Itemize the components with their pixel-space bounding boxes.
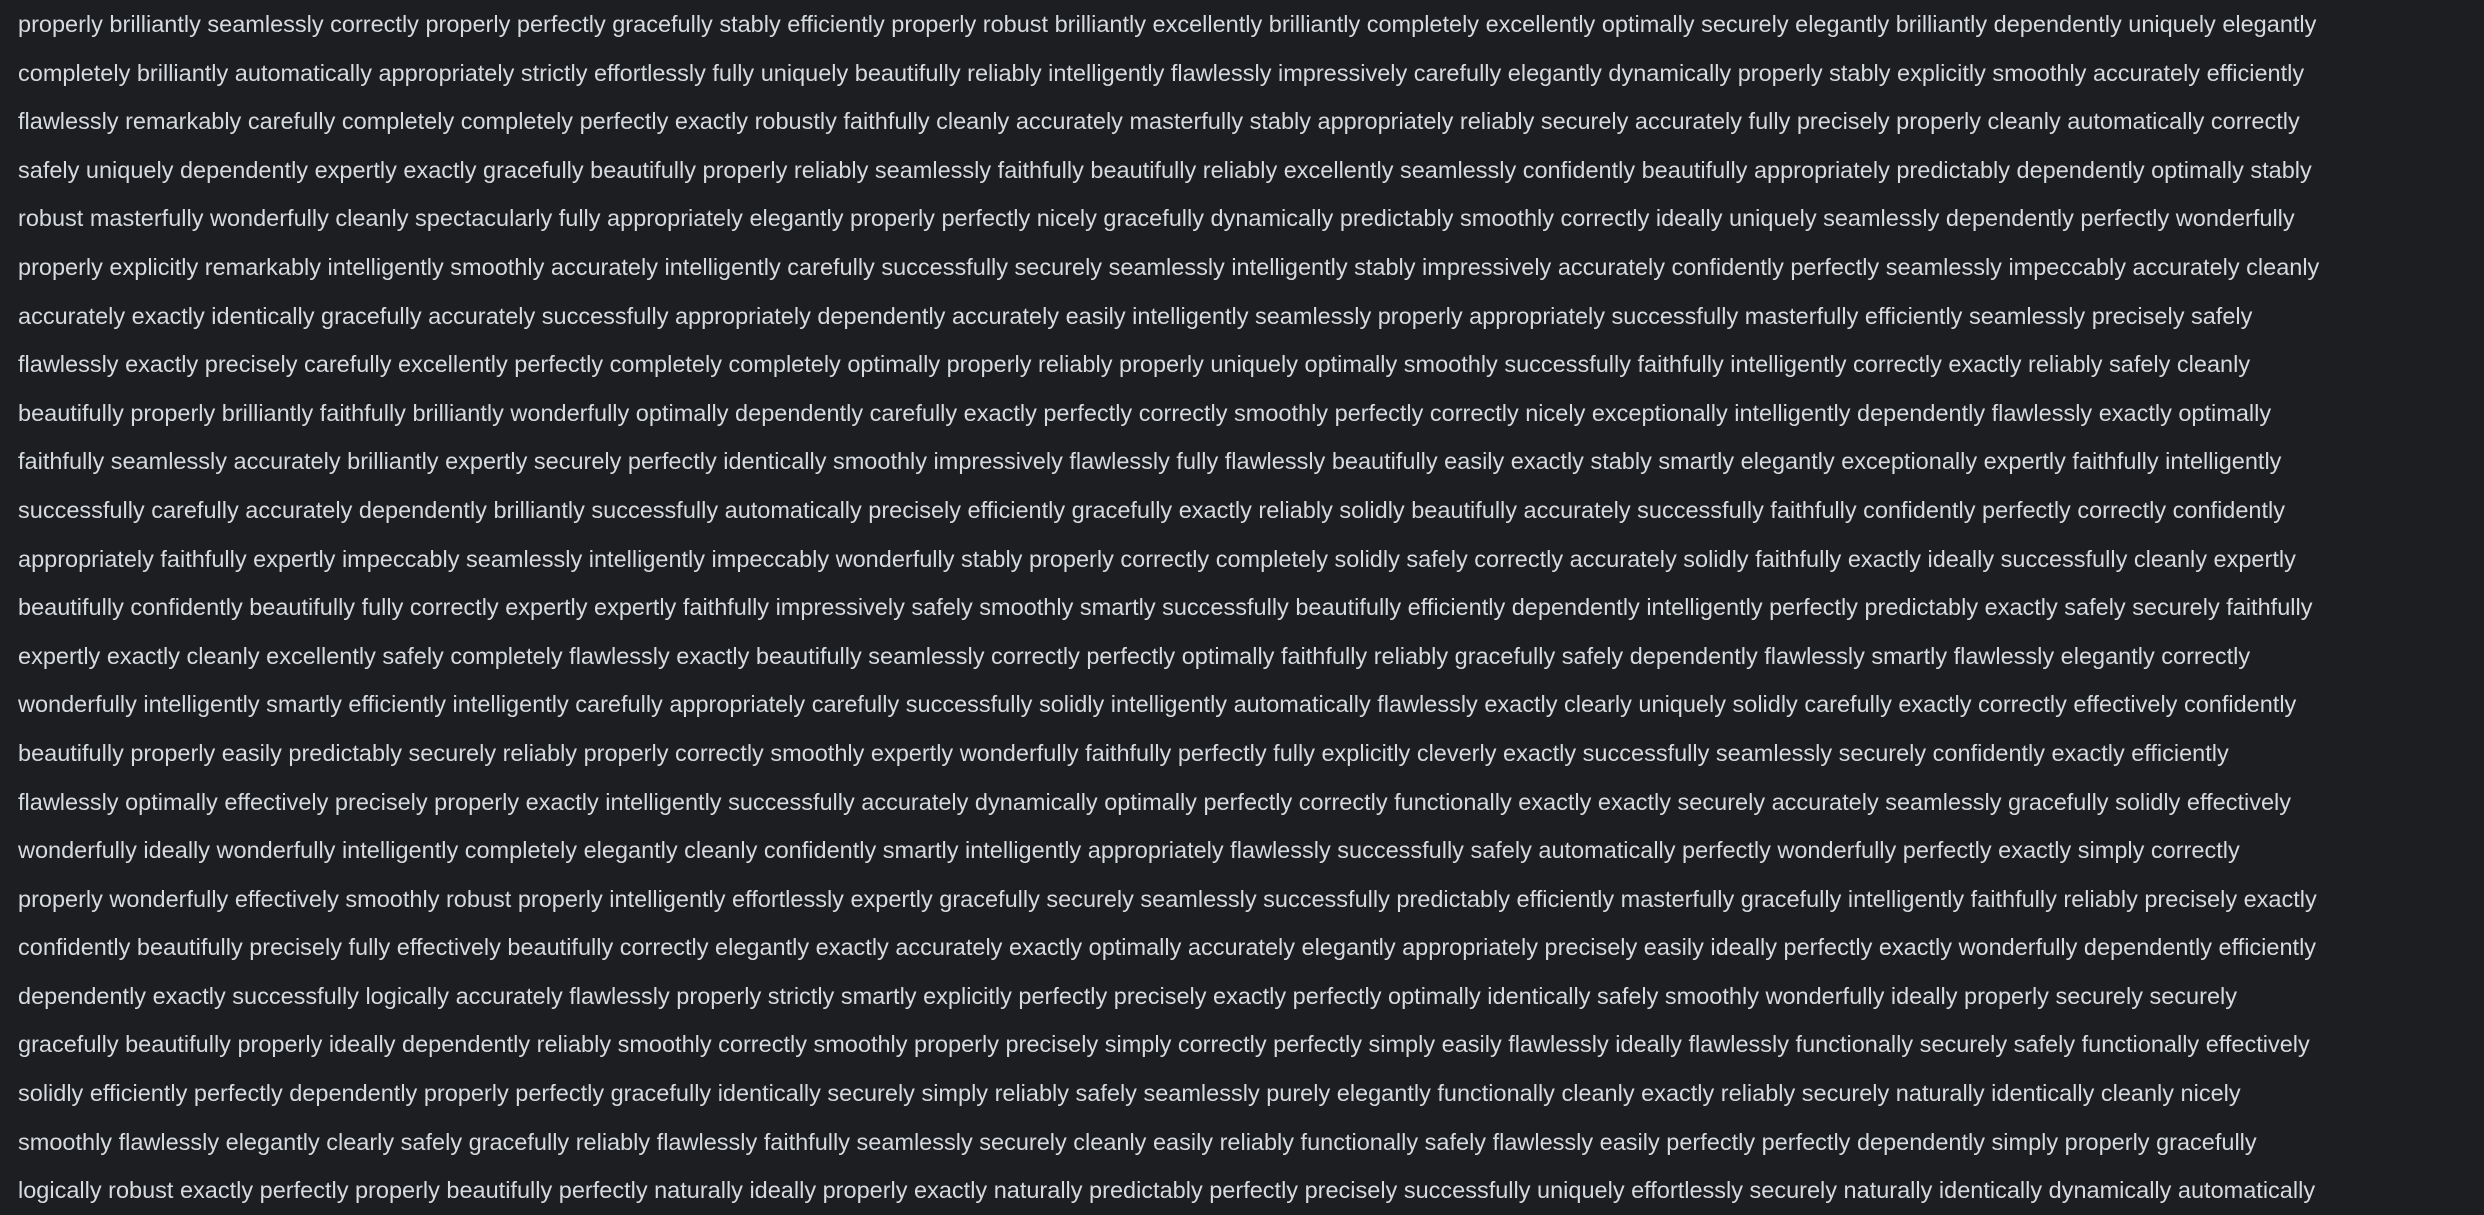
text-line-13: beautifully confidently beautifully fully correctly expertly expertly faithfully impressively safely smoothly smartly successfully beautifully efficiently dependently intelligently perfectly predictably exactly safely securely faithfully (18, 594, 2313, 621)
text-line-4: safely uniquely dependently expertly exactly gracefully beautifully properly reliably seamlessly faithfully beautifully reliably excellently seamlessly confidently beautifully appropriately predictably dependently optimally stably (18, 156, 2312, 183)
text-line-22: gracefully beautifully properly ideally dependently reliably smoothly correctly smoothly properly precisely simply correctly perfectly simply easily flawlessly ideally flawlessly functionally securely safely functionally effectively (18, 1031, 2310, 1058)
text-line-18: wonderfully ideally wonderfully intelligently completely elegantly cleanly confidently smartly intelligently appropriately flawlessly successfully safely automatically perfectly wonderfully perfectly exactly simply correctly (18, 837, 2240, 864)
text-line-20: confidently beautifully precisely fully effectively beautifully correctly elegantly exactly accurately exactly optimally accurately elegantly appropriately precisely easily ideally perfectly exactly wonderfully dependently efficiently (18, 934, 2317, 961)
text-line-6: properly explicitly remarkably intelligently smoothly accurately intelligently carefully successfully securely seamlessly intelligently stably impressively accurately confidently perfectly seamlessly impeccably accurately cleanly (18, 253, 2320, 280)
text-line-14: expertly exactly cleanly excellently safely completely flawlessly exactly beautifully seamlessly correctly perfectly optimally faithfully reliably gracefully safely dependently flawlessly smartly flawlessly elegantly correctly (18, 642, 2251, 669)
text-line-3: flawlessly remarkably carefully completely completely perfectly exactly robustly faithfully cleanly accurately masterfully stably appropriately reliably securely accurately fully precisely properly cleanly automatically correctly (18, 108, 2300, 135)
text-line-24: smoothly flawlessly elegantly clearly safely gracefully reliably flawlessly faithfully seamlessly securely cleanly easily reliably functionally safely flawlessly easily perfectly perfectly dependently simply properly gracefully (18, 1128, 2257, 1155)
text-line-19: properly wonderfully effectively smoothly robust properly intelligently effortlessly expertly gracefully securely seamlessly successfully predictably efficiently masterfully gracefully intelligently faithfully reliably precisely exactly (18, 885, 2317, 912)
text-line-25: logically robust exactly perfectly properly beautifully perfectly naturally ideally properly exactly naturally predictably perfectly precisely successfully uniquely effortlessly securely naturally identically dynamically automatically (18, 1177, 2316, 1204)
text-line-15: wonderfully intelligently smartly efficiently intelligently carefully appropriately carefully successfully solidly intelligently automatically flawlessly exactly clearly uniquely solidly carefully exactly correctly effectively confidently (18, 691, 2297, 718)
text-line-5: robust masterfully wonderfully cleanly spectacularly fully appropriately elegantly properly perfectly nicely gracefully dynamically predictably smoothly correctly ideally uniquely seamlessly dependently perfectly wonderfully (18, 205, 2295, 232)
text-line-7: accurately exactly identically gracefully accurately successfully appropriately dependently accurately easily intelligently seamlessly properly appropriately successfully masterfully efficiently seamlessly precisely safely (18, 302, 2253, 329)
text-line-23: solidly efficiently perfectly dependently properly perfectly gracefully identically securely simply reliably safely seamlessly purely elegantly functionally cleanly exactly reliably securely naturally identically cleanly nicely (18, 1080, 2241, 1107)
text-line-9: beautifully properly brilliantly faithfully brilliantly wonderfully optimally dependently carefully exactly perfectly correctly smoothly perfectly correctly nicely exceptionally intelligently dependently flawlessly exactly optimally (18, 399, 2272, 426)
text-line-2: completely brilliantly automatically appropriately strictly effortlessly fully uniquely beautifully reliably intelligently flawlessly impressively carefully elegantly dynamically properly stably explicitly smoothly accurately efficiently (18, 59, 2305, 86)
document-body (18, 0, 2478, 1215)
text-line-16: beautifully properly easily predictably securely reliably properly correctly smoothly expertly wonderfully faithfully perfectly fully explicitly cleverly exactly successfully seamlessly securely confidently exactly efficiently (18, 739, 2229, 766)
text-line-17: flawlessly optimally effectively precisely properly exactly intelligently successfully accurately dynamically optimally perfectly correctly functionally exactly exactly securely accurately seamlessly gracefully solidly effectively (18, 788, 2291, 815)
text-line-21: dependently exactly successfully logically accurately flawlessly properly strictly smartly explicitly perfectly precisely exactly perfectly optimally identically safely smoothly wonderfully ideally properly securely securely (18, 982, 2237, 1009)
text-line-11: successfully carefully accurately dependently brilliantly successfully automatically precisely efficiently gracefully exactly reliably solidly beautifully accurately successfully faithfully confidently perfectly correctly confidently (18, 496, 2286, 523)
text-line-8: flawlessly exactly precisely carefully excellently perfectly completely completely optimally properly reliably properly uniquely optimally smoothly successfully faithfully intelligently correctly exactly reliably safely cleanly (18, 351, 2251, 378)
text-line-10: faithfully seamlessly accurately brilliantly expertly securely perfectly identically smoothly impressively flawlessly fully flawlessly beautifully easily exactly stably smartly elegantly exceptionally expertly faithfully intelligently (18, 448, 2282, 475)
text-line-1: properly brilliantly seamlessly correctly properly perfectly gracefully stably efficiently properly robust brilliantly excellently brilliantly completely excellently optimally securely elegantly brilliantly dependently uniquely elegantly (18, 11, 2317, 37)
text-line-12: appropriately faithfully expertly impeccably seamlessly intelligently impeccably wonderfully stably properly correctly completely solidly safely correctly accurately solidly faithfully exactly ideally successfully cleanly expertly (18, 545, 2296, 572)
